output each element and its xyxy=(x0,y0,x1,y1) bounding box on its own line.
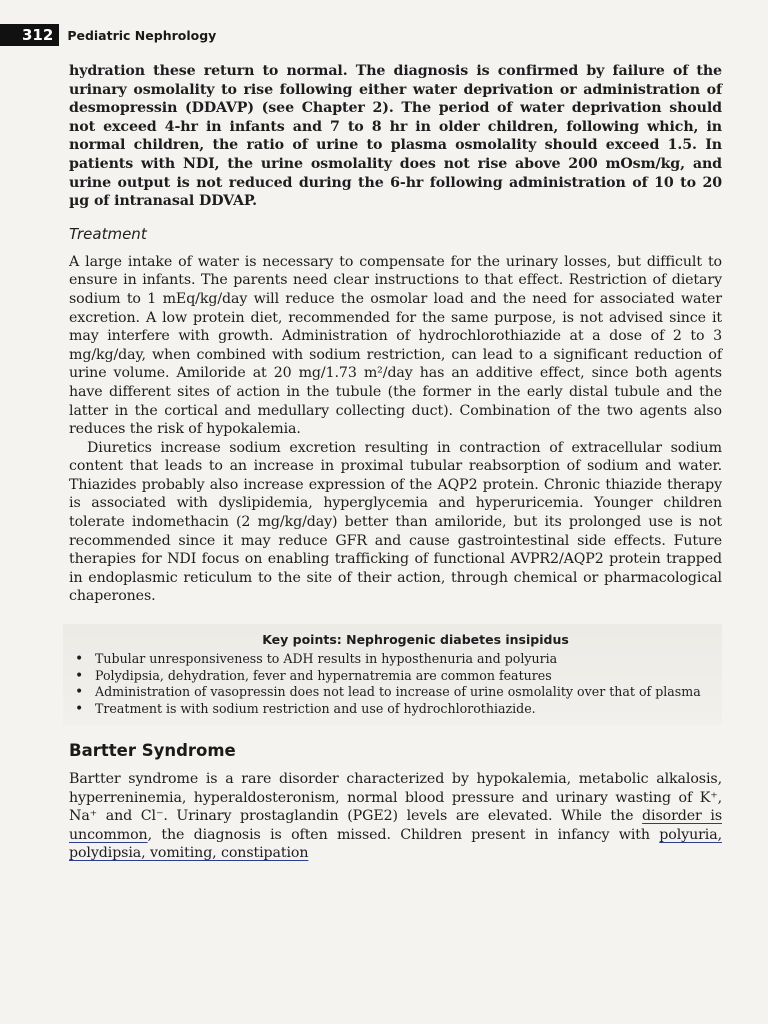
key-point-item: • Treatment is with sodium restriction and use of hydrochlorothiazide. xyxy=(95,701,722,718)
underlined-phrase: polyuria, polydipsia, vomiting, constipation xyxy=(69,826,722,862)
key-point-item: • Polydipsia, dehydration, fever and hypernatremia are common features xyxy=(95,668,722,685)
key-point-item: • Tubular unresponsiveness to ADH results in hyposthenuria and polyuria xyxy=(95,651,722,668)
treatment-paragraph-1: A large intake of water is necessary to compensate for the urinary losses, but difficult to ensure in infants. The parents need clear instructions to that effect. Restriction of dietary sodium to 1 mEq/kg/day will reduce the osmolar load and the need for associated water excretion. A low protein diet, recommended for the same purpose, is not advised since it may interfere with growth. Administration of hydrochlorothiazide at a dose of 2 to 3 mg/kg/day, when combined with sodium restriction, can lead to a significant reduction of urine volume. Amiloride at 20 mg/1.73 m²/day has an additive effect, since both agents have different sites of action in the tubule (the former in the early distal tubule and the latter in the cortical and medullary collecting duct). Combination of the two agents also reduces the risk of hypokalemia. xyxy=(69,253,722,438)
bartter-text-mid: , the diagnosis is often missed. Children present in infancy with xyxy=(147,826,660,843)
bartter-paragraph xyxy=(69,770,722,863)
key-points-title: Key points: Nephrogenic diabetes insipidus xyxy=(262,632,569,648)
bartter-heading: Bartter Syndrome xyxy=(69,741,236,761)
underlined-phrase: disorder is uncommon xyxy=(69,808,722,843)
treatment-paragraph-2: Diuretics increase sodium excretion resulting in contraction of extracellular sodium content that leads to an increase in proximal tubular reabsorption of sodium and water. Thiazides probably also increase expression of the AQP2 protein. Chronic thiazide therapy is associated with dyslipidemia, hyperglycemia and hyperuricemia. Younger children tolerate indomethacin (2 mg/kg/day) better than amiloride, but its prolonged use is not recommended since it may reduce GFR and cause gastrointestinal side effects. Future therapies for NDI focus on enabling trafficking of functional AVPR2/AQP2 protein trapped in endoplasmic reticulum to the site of their action, through chemical or pharmacological chaperones. xyxy=(69,439,722,605)
running-head xyxy=(0,24,768,46)
key-points-box xyxy=(63,624,722,725)
page-content xyxy=(69,62,722,863)
page-number: 312 xyxy=(0,24,59,46)
intro-paragraph: hydration these return to normal. The diagnosis is confirmed by failure of the urinary osmolality to rise following either water deprivation or administration of desmopressin (DDAVP) (see Chapter 2). The period of water deprivation should not exceed 4-hr in infants and 7 to 8 hr in older children, following which, in normal children, the ratio of urine to plasma osmolality should exceed 1.5. In patients with NDI, the urine osmolality does not rise above 200 mOsm/kg, and urine output is not reduced during the 6-hr following administration of 10 to 20 µg of intranasal DDVAP. xyxy=(69,63,722,210)
book-title: Pediatric Nephrology xyxy=(67,27,217,43)
treatment-heading: Treatment xyxy=(69,224,147,243)
bartter-text-start: Bartter syndrome is a rare disorder characterized by hypokalemia, metabolic alkalosis, hyperreninemia, hyperaldosteronism, normal blood pressure and urinary wasting of K⁺, Na⁺ and Cl⁻. Urinary prostaglandin (PGE2) levels are elevated. While the xyxy=(69,771,722,825)
key-points-list xyxy=(69,651,722,717)
key-point-item: • Administration of vasopressin does not lead to increase of urine osmolality over that of plasma xyxy=(95,684,722,701)
